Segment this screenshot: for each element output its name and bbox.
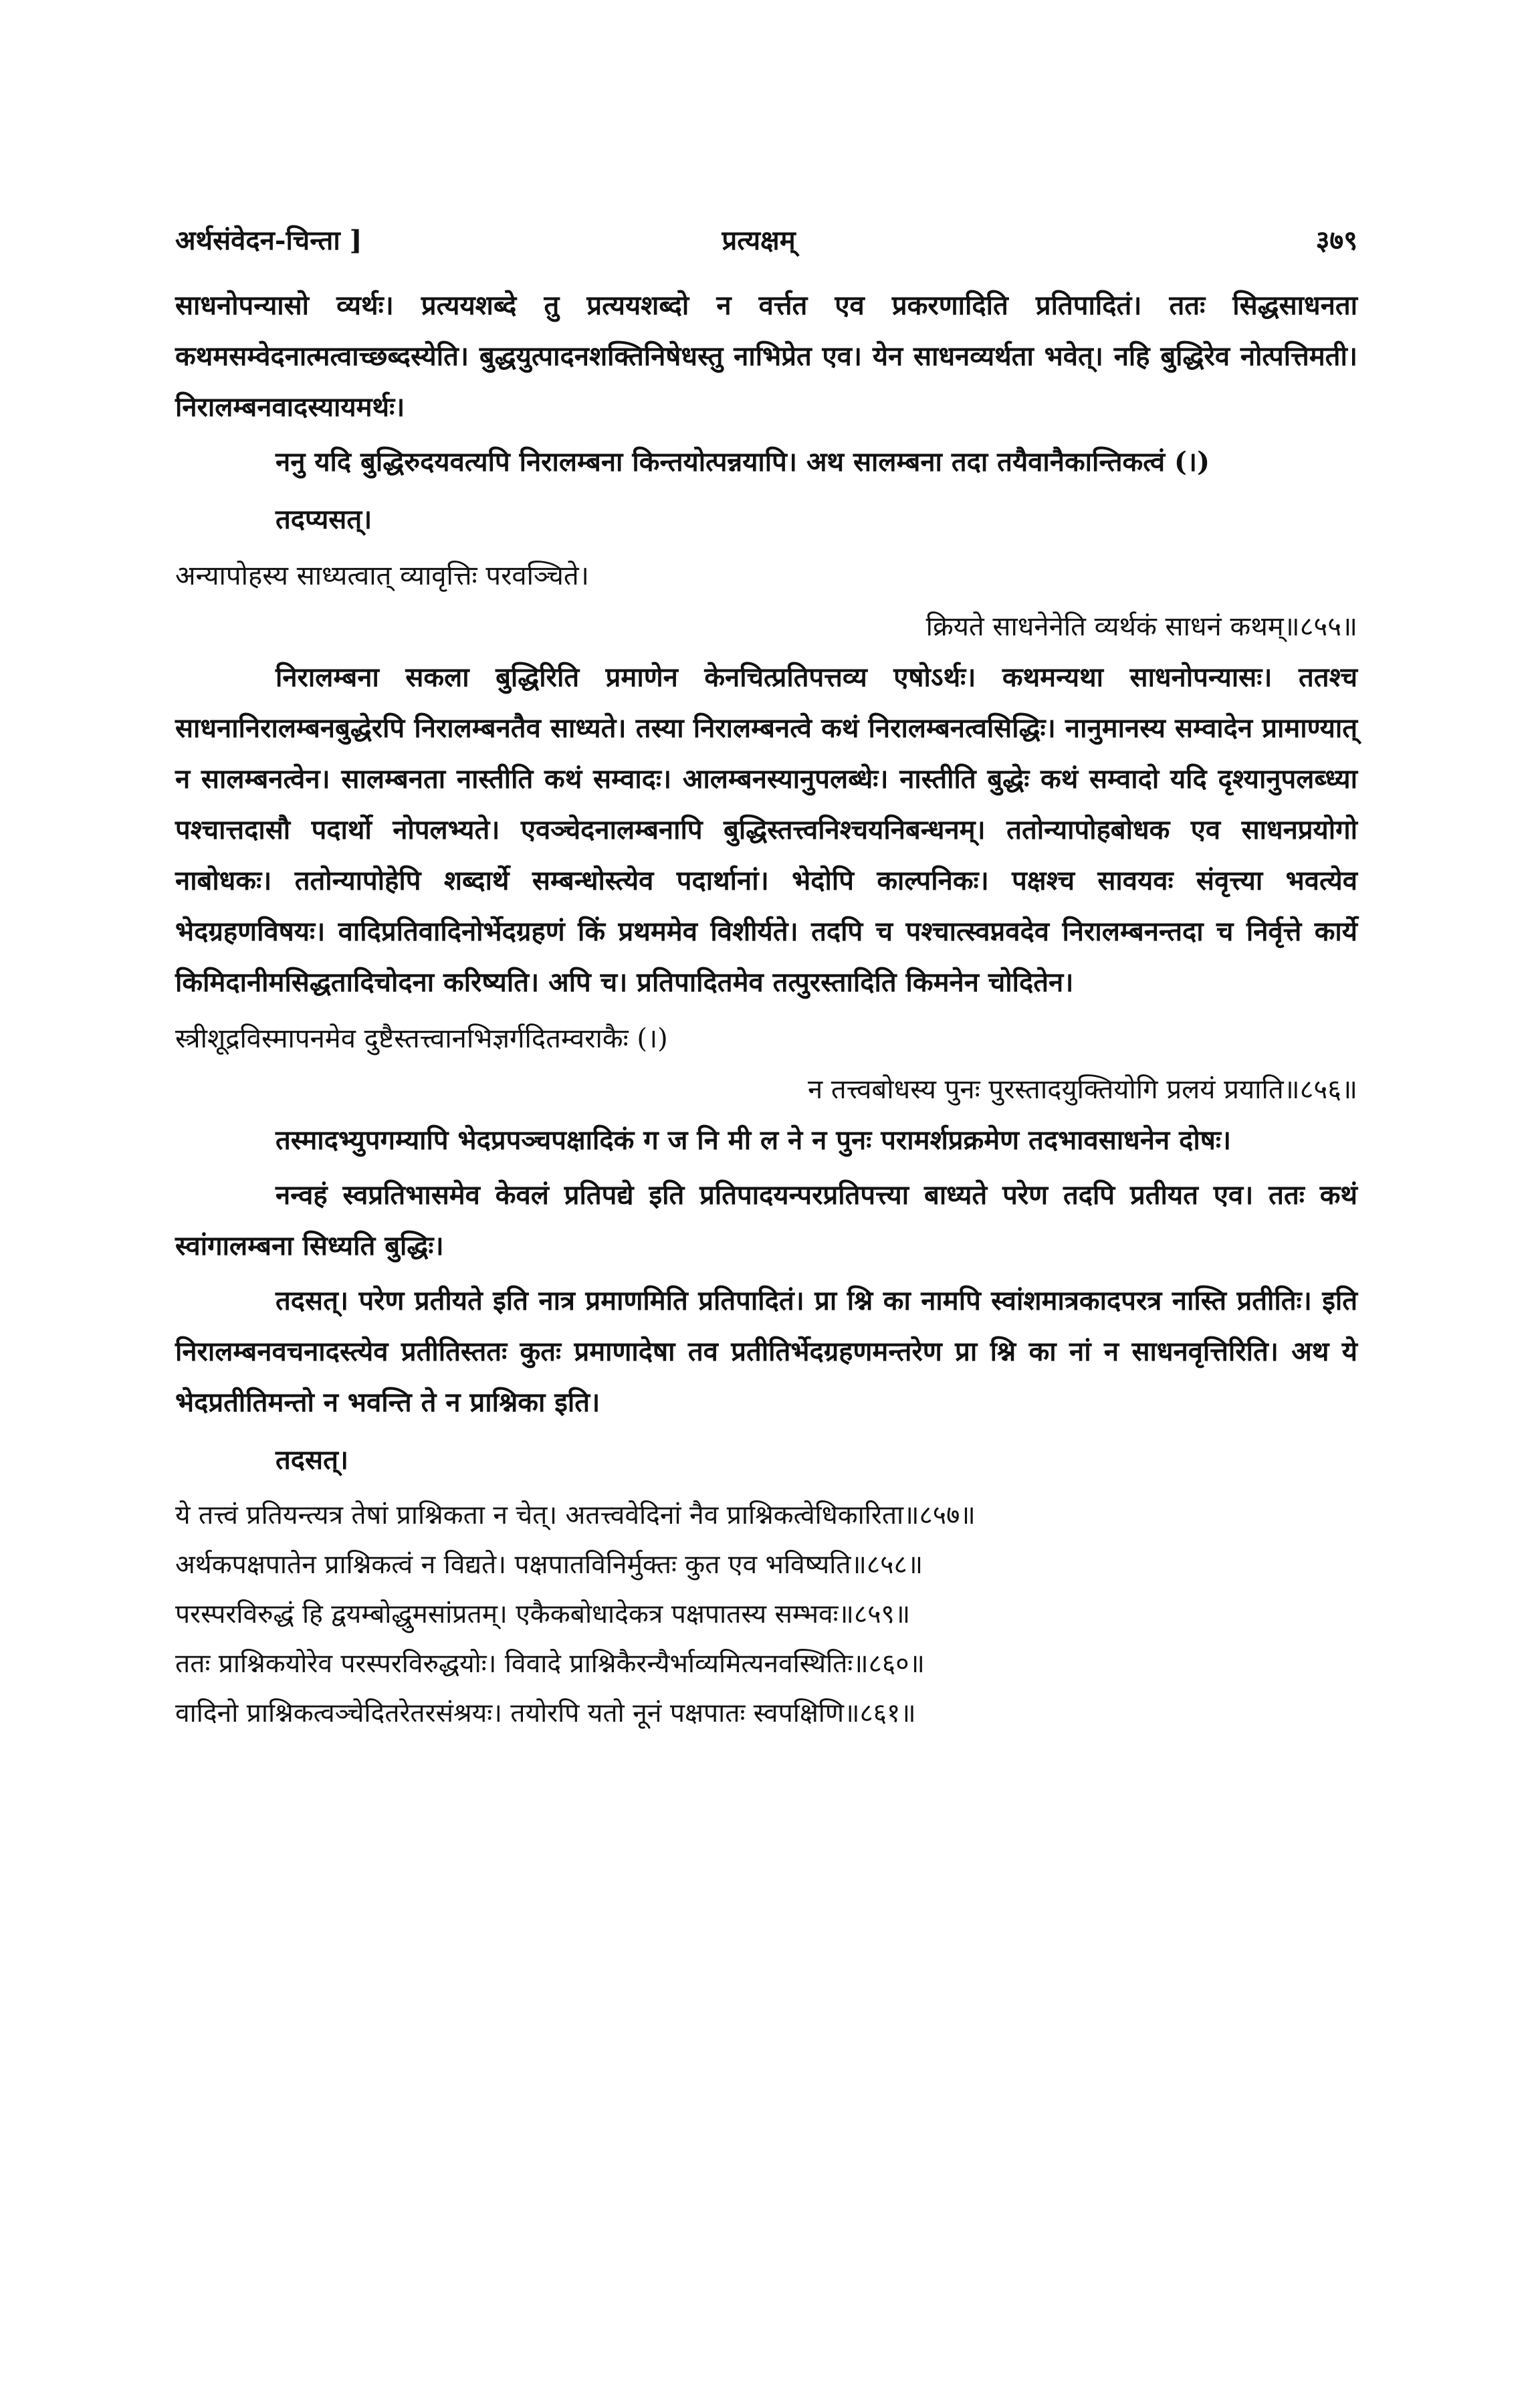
verse-line: वादिनो प्राश्निकत्वञ्चेदितरेतरसंश्रयः। तयोरपि यतो नूनं पक्षपातः स्वपक्षिणि॥८६१॥ — [175, 1698, 916, 1728]
verse-line: अर्थकपक्षपातेन प्राश्निकत्वं न विद्यते। पक्षपातविनिर्मुक्तः कुत एव भविष्यति॥८५८॥ — [175, 1550, 923, 1580]
verse-line: न तत्त्वबोधस्य पुनः पुरस्तादयुक्तियोगि प्रलयं प्रयाति॥८५६॥ — [808, 1074, 1357, 1105]
paragraph: साधनोपन्यासो व्यर्थः। प्रत्ययशब्दे तु प्रत्ययशब्दो न वर्त्तत एव प्रकरणादिति प्रतिपादितं। ततः सिद्धसाधनता कथमसम्वेदनात्मत्वाच्छब्दस्येति। बुद्धयुत्पादनशक्तिनिषेधस्तु नाभिप्रेत एव। येन साधनव्यर्थता भवेत्। नहि बुद्धिरेव नोत्पत्तिमती। निरालम्बनवादस्यायमर्थः। — [175, 290, 1357, 423]
section-title: अर्थसंवेदन-चिन्ता ] — [175, 225, 362, 256]
verse-856 — [175, 1013, 1357, 1115]
paragraph: निरालम्बना सकला बुद्धिरिति प्रमाणेन केनचित्प्रतिपत्तव्य एषोऽर्थः। कथमन्यथा साधनोपन्यासः। ततश्च साधनानिरालम्बनबुद्धेरपि निरालम्बनतैव साध्यते। तस्या निरालम्बनत्वे कथं निरालम्बनत्वसिद्धिः। नानुमानस्य सम्वादेन प्रामाण्यात् न सालम्बनत्वेन। सालम्बनता नास्तीति कथं सम्वादः। आलम्बनस्यानुपलब्धेः। नास्तीति बुद्धेः कथं सम्वादो यदि दृश्यानुपलब्ध्या पश्चात्तदासौ पदार्थो नोपलभ्यते। एवञ्चेदनालम्बनापि बुद्धिस्तत्त्वनिश्चयनिबन्धनम्। ततोन्यापोहबोधक एव साधनप्रयोगो नाबोधकः। ततोन्यापोहेपि शब्दार्थे सम्बन्धोस्त्येव पदार्थानां। भेदोपि काल्पनिकः। पक्षश्च सावयवः संवृत्त्या भवत्येव भेदग्रहणविषयः। वादिप्रतिवादिनोर्भेदग्रहणं किं प्रथममेव विशीर्यते। तदपि च पश्चात्स्वप्नवदेव निरालम्बनन्तदा च निर्वृत्ते कार्ये किमिदानीमसिद्धतादिचोदना करिष्यति। अपि च। प्रतिपादितमेव तत्पुरस्तादिति किमनेन चोदितेन। — [175, 662, 1357, 998]
verse-line: स्त्रीशूद्रविस्मापनमेव दुष्टैस्तत्त्वानभिज्ञर्गदितम्वराकैः (।) — [175, 1023, 668, 1054]
verse-line: ततः प्राश्निकयोरेव परस्परविरुद्धयोः। विवादे प्राश्निकैरन्यैर्भाव्यमित्यनवस्थितिः॥८६०॥ — [175, 1649, 925, 1679]
paragraph-heading: तदप्यसत्। — [276, 504, 372, 535]
verse-block-857-861 — [175, 1491, 1357, 1738]
verse-line: परस्परविरुद्धं हि द्वयम्बोद्धुमसांप्रतम्। एकैकबोधादेकत्र पक्षपातस्य सम्भवः॥८५९॥ — [175, 1599, 911, 1629]
verse-line: अन्यापोहस्य साध्यत्वात् व्यावृत्तिः परवञ्चिते। — [175, 561, 589, 591]
verse-line: क्रियते साधनेनेति व्यर्थकं साधनं कथम्॥८५५॥ — [925, 611, 1357, 642]
paragraph-heading: तदसत्। — [276, 1444, 349, 1476]
verse-855 — [175, 550, 1357, 652]
paragraph: नन्वहं स्वप्रतिभासमेव केवलं प्रतिपद्ये इति प्रतिपादयन्परप्रतिपत्त्या बाध्यते परेण तदपि प्रतीयत एव। ततः कथं स्वांगालम्बना सिध्यति बुद्धिः। — [175, 1179, 1357, 1262]
verse-line: ये तत्त्वं प्रतियन्त्यत्र तेषां प्राश्निकता न चेत्। अतत्त्ववेदिनां नैव प्राश्निकत्वेधिकारिता॥८५७॥ — [175, 1500, 976, 1530]
chapter-title: प्रत्यक्षम् — [722, 225, 796, 256]
page-number: ३७९ — [1315, 225, 1357, 256]
running-head — [175, 221, 1357, 258]
paragraph: ननु यदि बुद्धिरुदयवत्यपि निरालम्बना किन्तयोत्पन्नयापि। अथ सालम्बना तदा तयैवानैकान्तिकत्वं (।) — [276, 446, 1210, 478]
paragraph: तदसत्। परेण प्रतीयते इति नात्र प्रमाणमिति प्रतिपादितं। प्रा श्नि का नामपि स्वांशमात्रकादपरत्र नास्ति प्रतीतिः। इति निरालम्बनवचनादस्त्येव प्रतीतिस्ततः कुतः प्रमाणादेषा तव प्रतीतिर्भेदग्रहणमन्तरेण प्रा श्नि का नां न साधनवृत्तिरिति। अथ ये भेदप्रतीतिमन्तो न भवन्ति ते न प्राश्निका इति। — [175, 1285, 1357, 1418]
paragraph: तस्मादभ्युपगम्यापि भेदप्रपञ्चपक्षादिकं ग ज नि मी ल ने न पुनः परामर्शप्रक्रमेण तदभावसाधनेन दोषः। — [276, 1124, 1232, 1156]
